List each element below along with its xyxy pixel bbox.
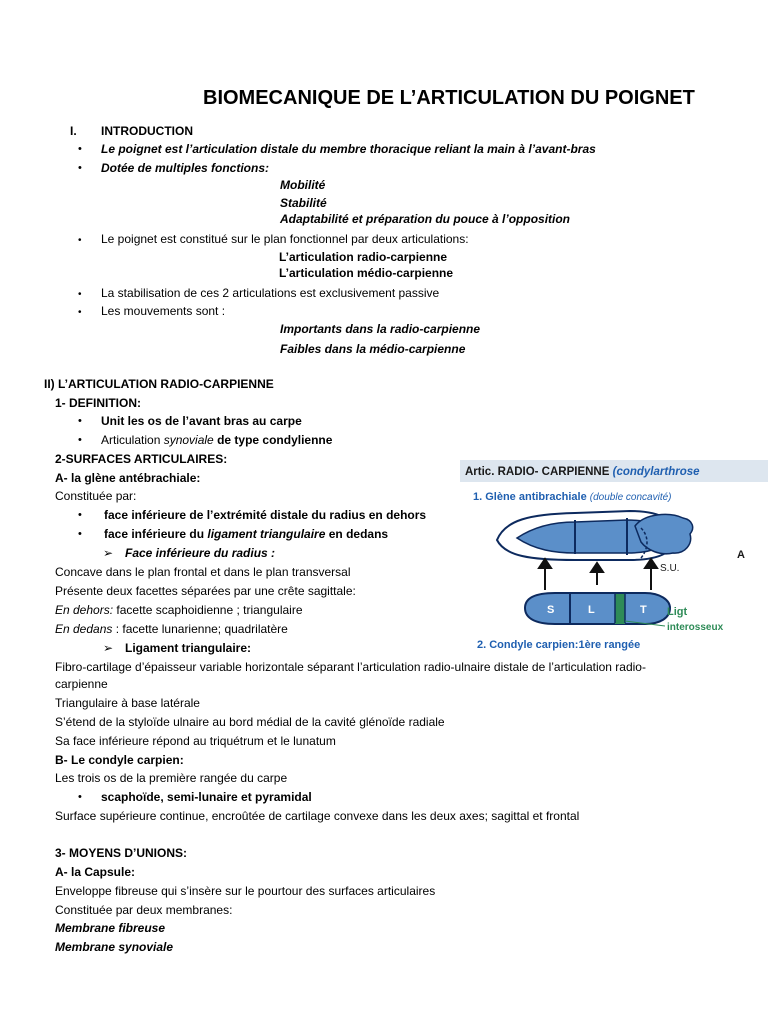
body-line: carpienne <box>55 677 108 691</box>
section-heading-introduction: INTRODUCTION <box>101 124 193 138</box>
ligt-label: Ligt <box>667 606 688 618</box>
page-title: BIOMECANIQUE DE L’ARTICULATION DU POIGNET <box>203 87 695 109</box>
subheading-radius-face: Face inférieure du radius : <box>125 546 276 560</box>
bullet-icon: • <box>78 791 82 803</box>
definition-line: Articulation synoviale de type condylienne <box>101 433 333 447</box>
bullet-icon: • <box>78 235 82 246</box>
membrane-item: Membrane fibreuse <box>55 921 166 935</box>
subheading-condyle: B- Le condyle carpien: <box>55 753 184 767</box>
intro-line: La stabilisation de ces 2 articulations est exclusivement passive <box>101 286 440 300</box>
bullet-icon: • <box>78 528 82 540</box>
body-line: Constituée par deux membranes: <box>55 903 233 917</box>
intro-line: Dotée de multiples fonctions: <box>101 161 270 175</box>
diagram-bottom-caption: 2. Condyle carpien:1ère rangée <box>477 639 641 651</box>
bullet-icon: • <box>78 143 82 155</box>
bullet-icon: • <box>78 289 82 300</box>
bullet-icon: • <box>78 415 82 427</box>
condyle-bones: scaphoïde, semi-lunaire et pyramidal <box>101 790 312 804</box>
body-line: En dedans : facette lunarienne; quadrilatère <box>55 622 288 636</box>
radio-carpal-diagram <box>455 458 768 654</box>
body-line: Présente deux facettes séparées par une crête sagittale: <box>55 584 356 598</box>
surface-line: face inférieure de l’extrémité distale du radius en dehors <box>104 508 427 522</box>
function-item: Mobilité <box>280 178 326 192</box>
articulation-item: L’articulation radio-carpienne <box>279 250 448 264</box>
subheading-ligament: Ligament triangulaire: <box>125 641 252 655</box>
su-label: S.U. <box>660 563 680 574</box>
bullet-icon: • <box>78 162 82 174</box>
subheading-moyens-unions: 3- MOYENS D’UNIONS: <box>55 846 188 860</box>
a-label: A <box>737 549 745 561</box>
subheading-surfaces: 2-SURFACES ARTICULAIRES: <box>55 452 228 466</box>
body-line: Surface supérieure continue, encroûtée de cartilage convexe dans les deux axes; sagittal et frontal <box>55 809 580 823</box>
membrane-item: Membrane synoviale <box>55 940 174 954</box>
movement-item: Importants dans la radio-carpienne <box>280 322 481 336</box>
body-line: S’étend de la styloïde ulnaire au bord médial de la cavité glénoïde radiale <box>55 715 445 729</box>
intro-line: Le poignet est constitué sur le plan fonctionnel par deux articulations: <box>101 232 469 246</box>
function-item: Stabilité <box>280 196 327 210</box>
interosseux-label: interosseux <box>667 622 724 633</box>
bullet-icon: • <box>78 509 82 521</box>
intro-line: Le poignet est l’articulation distale du membre thoracique reliant la main à l’avant-bras <box>101 142 596 156</box>
body-line: Fibro-cartilage d’épaisseur variable horizontale séparant l’articulation radio-ulnaire distale de l’articulation radio- <box>55 660 646 674</box>
section-numeral: I. <box>70 124 77 138</box>
section-heading-radio-carpienne: II) L’ARTICULATION RADIO-CARPIENNE <box>44 377 274 391</box>
bullet-icon: • <box>78 434 82 446</box>
subheading-capsule: A- la Capsule: <box>55 865 136 879</box>
subheading-glene: A- la glène antébrachiale: <box>55 471 201 485</box>
body-line: Constituée par: <box>55 489 137 503</box>
definition-line: Unit les os de l’avant bras au carpe <box>101 414 302 428</box>
upward-arrows <box>539 559 657 590</box>
subheading-definition: 1- DEFINITION: <box>55 396 141 410</box>
body-line: Enveloppe fibreuse qui s’insère sur le pourtour des surfaces articulaires <box>55 884 436 898</box>
body-line: Concave dans le plan frontal et dans le plan transversal <box>55 565 351 579</box>
triquetrum-label: T <box>640 604 647 616</box>
body-line: Les trois os de la première rangée du carpe <box>55 771 288 785</box>
body-line: Sa face inférieure répond au triquétrum et le lunatum <box>55 734 336 748</box>
diagram-top-caption: 1. Glène antibrachiale (double concavité) <box>473 491 672 503</box>
body-line: En dehors: facette scaphoidienne ; triangulaire <box>55 603 303 617</box>
arrow-bullet-icon: ➢ <box>103 641 114 655</box>
articulation-item: L’articulation médio-carpienne <box>279 266 454 280</box>
bullet-icon: • <box>78 307 82 318</box>
arrow-bullet-icon: ➢ <box>103 546 114 560</box>
interosseous-ligament <box>615 594 625 624</box>
function-item: Adaptabilité et préparation du pouce à l’opposition <box>280 212 571 226</box>
body-line: Triangulaire à base latérale <box>55 696 200 710</box>
intro-line: Les mouvements sont : <box>101 304 226 318</box>
scaphoid-label: S <box>547 604 555 616</box>
movement-item: Faibles dans la médio-carpienne <box>280 342 466 356</box>
diagram-header: Artic. RADIO- CARPIENNE (condylarthrose <box>465 466 700 478</box>
surface-line: face inférieure du ligament triangulaire en dedans <box>104 527 389 541</box>
lunate-label: L <box>588 604 595 616</box>
